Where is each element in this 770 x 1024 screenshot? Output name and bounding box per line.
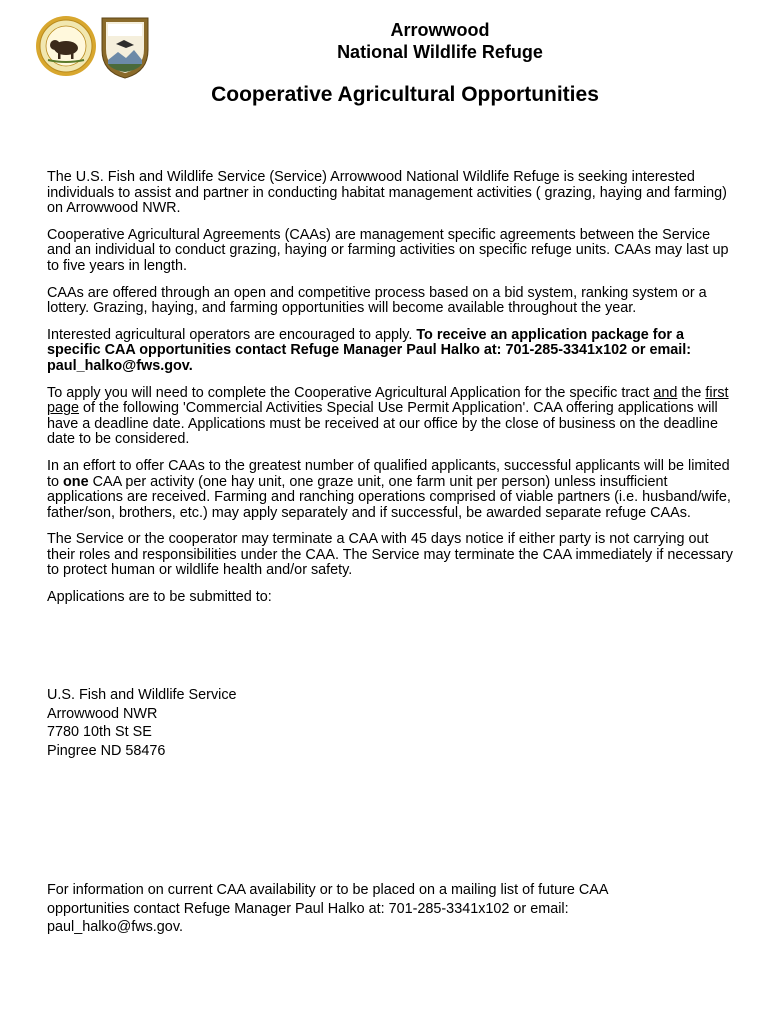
address-line-street: 7780 10th St SE [47, 724, 152, 740]
document-body [47, 170, 737, 617]
department-of-interior-seal-icon [36, 16, 96, 76]
mailing-address [47, 686, 237, 760]
apply-contact-bold: To receive an application package for a specific CAA opportunities contact Refuge Manager Paul Halko at: 701-285-3341x102 or email: paul_halko@fws.gov. [47, 326, 692, 374]
page-title: Cooperative Agricultural Opportunities [211, 83, 599, 106]
paragraph-bid-process: CAAs are offered through an open and competitive process based on a bid system, ranking system or a lottery. Grazing, haying, and farming opportunities will become available throughout the year. [47, 284, 707, 317]
address-line-refuge: Arrowwood NWR [47, 705, 158, 722]
fish-and-wildlife-service-shield-icon [102, 18, 148, 78]
refuge-name: Arrowwood [390, 20, 490, 40]
footer-contact-info: For information on current CAA availability or to be placed on a mailing list of future CAA opportunities contact Refuge Manager Paul Halko at: 701-285-3341x102 or email: paul_halko@fws.gov. [47, 882, 608, 935]
limits-text-b: CAA per activity (one hay unit, one graze unit, one farm unit per person) unless insufficient applications are received. Farming and ranching operations comprised of viable partners (i.e. husband/wife, father/son, brothers, etc.) may apply separately and if successful, be awarded separate refuge CAAs. [47, 473, 731, 521]
instructions-first-page-underlined: first page [47, 384, 729, 417]
paragraph-caa-definition: Cooperative Agricultural Agreements (CAAs) are management specific agreements between the Service and an individual to conduct grazing, haying or farming activities on specific refuge units. CAAs may last up to five years in length. [47, 226, 729, 274]
limits-text-a: In an effort to offer CAAs to the greatest number of qualified applicants, successful applicants will be limited to [47, 457, 730, 490]
apply-contact-text: Interested agricultural operators are encouraged to apply. [47, 326, 417, 343]
limits-one-bold: one [63, 473, 89, 490]
instructions-text-a: To apply you will need to complete the Cooperative Agricultural Application for the specific tract [47, 384, 654, 401]
paragraph-apply-contact [47, 328, 737, 375]
instructions-text-b: the [677, 384, 706, 401]
paragraph-submit-to: Applications are to be submitted to: [47, 589, 272, 606]
refuge-subtitle: National Wildlife Refuge [337, 42, 543, 62]
instructions-and-underlined: and [653, 384, 678, 401]
address-line-city: Pingree ND 58476 [47, 742, 166, 759]
paragraph-applicant-limits [47, 459, 737, 521]
instructions-text-c: of the following 'Commercial Activities Special Use Permit Application'. CAA offering applications will have a deadline date. Applications must be received at our office by the close of business on the deadline date to be considered. [47, 400, 718, 448]
address-line-agency: U.S. Fish and Wildlife Service [47, 687, 237, 703]
header-logos [34, 14, 154, 80]
paragraph-termination: The Service or the cooperator may terminate a CAA with 45 days notice if either party is not carrying out their roles and responsibilities under the CAA. The Service may terminate the CAA immediately if necessary to protect human or wildlife health and/or safety. [47, 531, 733, 579]
paragraph-application-instructions [47, 386, 737, 448]
paragraph-intro: The U.S. Fish and Wildlife Service (Service) Arrowwood National Wildlife Refuge is seeking interested individuals to assist and partner in conducting habitat management activities ( grazing, haying and farming) on Arrowwood NWR. [47, 169, 727, 217]
